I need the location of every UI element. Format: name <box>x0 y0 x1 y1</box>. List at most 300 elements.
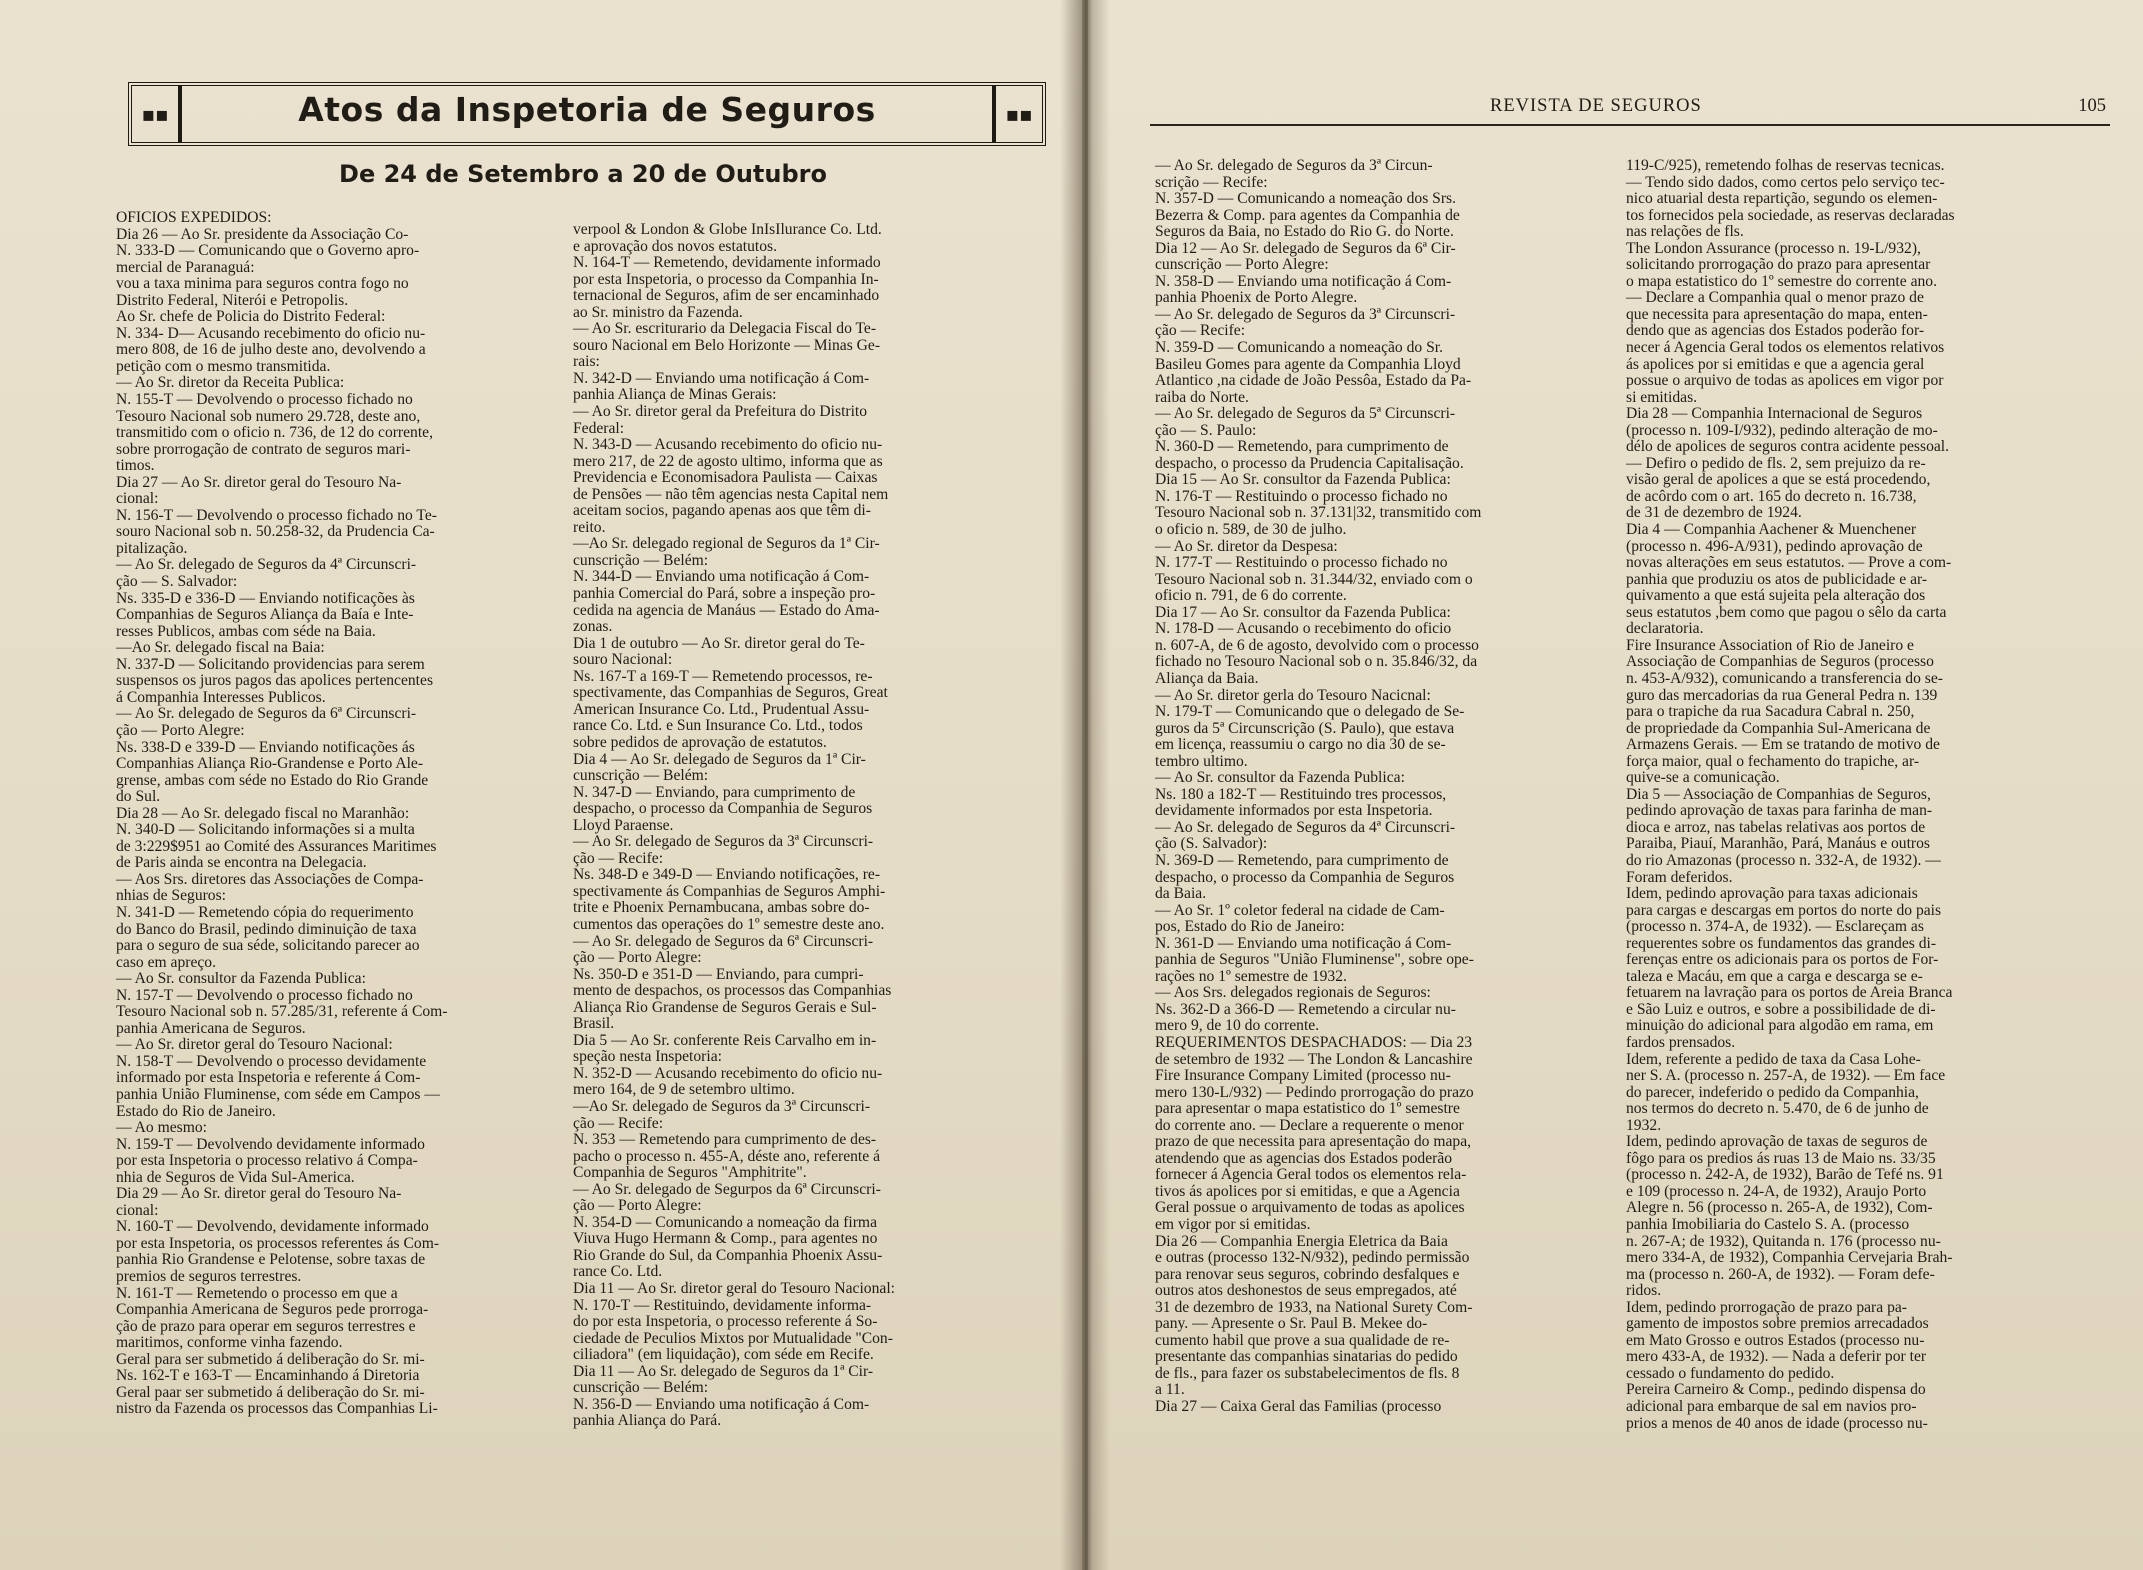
text-line: scrição — Recife: <box>1155 173 1268 191</box>
text-line: 1932. <box>1626 1116 1662 1134</box>
text-line: Companhias de Seguros Aliança da Baía e Inte- <box>116 606 414 624</box>
text-line: sobre prorrogação de contrato de seguros mari- <box>116 440 411 458</box>
text-line: Dia 17 — Ao Sr. consultor da Fazenda Publica: <box>1155 603 1451 621</box>
text-line: o oficio n. 589, de 30 de julho. <box>1155 521 1347 539</box>
text-line: Tesouro Nacional sob n. 57.285/31, referente á Com- <box>116 1003 448 1021</box>
text-line: Dia 4 — Ao Sr. delegado de Seguros da 1ª Cir- <box>573 750 866 768</box>
text-line: Dia 27 — Ao Sr. diretor geral do Tesouro Na- <box>116 473 402 491</box>
text-line: suspensos os juros pagos das apolices pertencentes <box>116 672 434 690</box>
text-line: Companhia de Seguros "Amphitrite". <box>573 1164 807 1182</box>
text-line: cional: <box>116 490 159 508</box>
text-line: Companhia Americana de Seguros pede prorroga- <box>116 1301 429 1319</box>
text-line: rações no 1º semestre de 1932. <box>1155 967 1347 985</box>
text-line: cional: <box>116 1201 159 1219</box>
text-line: fôgo para os predios ás ruas 13 de Maio ns. 33/35 <box>1626 1149 1936 1167</box>
text-line: N. 333-D — Comunicando que o Governo apro- <box>116 242 420 260</box>
text-line: que necessita para apresentação do mapa, enten- <box>1626 305 1928 323</box>
text-line: N. 359-D — Comunicando a nomeação do Sr. <box>1155 339 1443 357</box>
text-line: tos fornecidos pela sociedade, as reservas declaradas <box>1626 206 1955 224</box>
text-line: panhia Comercial do Pará, sobre a inspeção pro- <box>573 585 876 603</box>
text-line: Ns. 362-D a 366-D — Remetendo a circular nu- <box>1155 1000 1456 1018</box>
text-line: N. 347-D — Enviando, para cumprimento de <box>573 783 856 801</box>
text-line: por esta Inspetoria, os processos referentes ás Com- <box>116 1234 440 1252</box>
text-line: American Insurance Co. Ltd., Prudentual Assu- <box>573 700 870 718</box>
text-line: e outras (processo 132-N/932), pedindo permissão <box>1155 1249 1470 1267</box>
text-line: despacho, o processo da Companhia de Seguros <box>573 800 873 818</box>
text-line: prios a menos de 40 anos de idade (processo nu- <box>1626 1414 1928 1432</box>
text-line: ção — Porto Alegre: <box>573 1197 702 1215</box>
text-line: Dia 11 — Ao Sr. delegado de Seguros da 1ª Cir- <box>573 1362 874 1380</box>
text-line: para cargas e descargas em portos do norte do pais <box>1626 901 1942 919</box>
text-line: — Ao Sr. diretor da Despesa: <box>1155 537 1338 555</box>
text-line: Dia 12 — Ao Sr. delegado de Seguros da 6ª Cir- <box>1155 239 1456 257</box>
text-line: — Ao Sr. delegado de Seguros da 3ª Circun- <box>1155 157 1433 174</box>
text-line: N. 170-T — Restituindo, devidamente informa- <box>573 1296 872 1314</box>
text-line: N. 179-T — Comunicando que o delegado de Se- <box>1155 703 1465 721</box>
text-line: Ns. 180 a 182-T — Restituindo tres processos, <box>1155 785 1447 803</box>
text-line: do parecer, indeferido o pedido da Companhia, <box>1626 1083 1919 1101</box>
text-line: Fire Insurance Association of Rio de Janeiro e <box>1626 636 1914 654</box>
text-line: panhia Aliança do Pará. <box>573 1412 722 1430</box>
text-line: nas relações de fls. <box>1626 223 1744 241</box>
text-line: guros da 5ª Circunscrição (S. Paulo), que estava <box>1155 719 1455 737</box>
text-line: — Ao Sr. delegado de Segurpos da 6ª Circunscri- <box>573 1180 881 1198</box>
text-line: Pereira Carneiro & Comp., pedindo dispensa do <box>1626 1381 1926 1399</box>
text-line: para o trapiche da rua Sacadura Cabral n. 250, <box>1626 703 1915 721</box>
text-line: cedida na agencia de Manáus — Estado do Ama- <box>573 601 880 619</box>
text-line: Alegre n. 56 (processo n. 265-A, de 1932), Com- <box>1626 1199 1933 1217</box>
text-line: transmitido com o oficio n. 736, de 12 do corrente, <box>116 424 433 442</box>
text-line: Estado do Rio de Janeiro. <box>116 1102 276 1120</box>
text-line: mero 808, de 16 de julho deste ano, devolvendo a <box>116 341 426 359</box>
section-header-box <box>128 82 1046 146</box>
text-line: N. 160-T — Devolvendo, devidamente informado <box>116 1218 429 1236</box>
text-line: — Ao Sr. consultor da Fazenda Publica: <box>1155 769 1405 787</box>
text-line: por esta Inspetoria o processo relativo á Compa- <box>116 1152 418 1170</box>
text-line: panhia Americana de Seguros. <box>116 1019 306 1037</box>
text-line: reito. <box>573 518 606 536</box>
text-line: — Ao Sr. 1º coletor federal na cidade de Cam- <box>1155 901 1445 919</box>
text-line: do corrente ano. — Declare a requerente o menor <box>1155 1116 1464 1134</box>
text-line: N. 164-T — Remetendo, devidamente informado <box>573 254 881 272</box>
text-line: verpool & London & Globe InIsIlurance Co. Ltd. <box>573 221 882 238</box>
text-line: em vigor por si emitidas. <box>1155 1216 1311 1233</box>
text-line: Dia 1 de outubro — Ao Sr. diretor geral do Te- <box>573 634 865 652</box>
text-line: N. 343-D — Acusando recebimento do oficio nu- <box>573 436 883 454</box>
text-line: do por esta Inspetoria, o processo referente á So- <box>573 1313 878 1331</box>
text-line: fetuarem na lavração para os portos de Areia Branca <box>1626 984 1953 1002</box>
text-line: nistro da Fazenda os processos das Companhias Li- <box>116 1400 438 1418</box>
text-line: — Ao Sr. consultor da Fazenda Publica: <box>116 970 366 988</box>
text-line: ternacional de Seguros, afim de ser encaminhado <box>573 287 880 305</box>
text-line: N. 155-T — Devolvendo o processo fichado no <box>116 391 413 409</box>
text-line: sobre pedidos de aprovação de estatutos. <box>573 733 827 751</box>
text-line: Idem, pedindo aprovação para taxas adicionais <box>1626 885 1918 903</box>
text-line: Dia 15 — Ao Sr. consultor da Fazenda Publica: <box>1155 471 1451 489</box>
text-line: caso em apreço. <box>116 953 217 971</box>
text-line: o mapa estatistico do 1º semestre do corrente ano. <box>1626 272 1937 290</box>
text-line: ciedade de Peculios Mixtos por Mutualidade "Con- <box>573 1329 893 1347</box>
header-marker-right: ▪▪ <box>992 86 1042 142</box>
text-line: prazo de que necessita para apresentação do mapa, <box>1155 1133 1472 1151</box>
left-page-column-2 <box>573 222 1019 1430</box>
text-line: — Ao Sr. delegado de Seguros da 4ª Circunscri- <box>116 556 417 574</box>
text-line: pedindo aprovação de taxas para farinha de man- <box>1626 802 1933 820</box>
text-line: Dia 28 — Ao Sr. delegado fiscal no Maranhão: <box>116 804 410 822</box>
text-line: ner S. A. (processo n. 257-A, de 1932). — Em face <box>1626 1067 1946 1085</box>
text-line: n. 453-A/932), comunicando a transferencia do se- <box>1626 669 1943 687</box>
text-line: — Ao Sr. delegado de Seguros da 3ª Circunscri- <box>1155 305 1456 323</box>
right-page-column-1 <box>1155 158 1591 1416</box>
page-number: 105 <box>2078 96 2106 116</box>
text-line: da Baia. <box>1155 885 1207 903</box>
text-line: N. 158-T — Devolvendo o processo devidamente <box>116 1052 427 1070</box>
text-line: Ns. 162-T e 163-T — Encaminhando á Diretoria <box>116 1367 420 1385</box>
text-line: —Ao Sr. delegado de Seguros da 3ª Circunscri- <box>573 1097 871 1115</box>
text-line: fichado no Tesouro Nacional sob o n. 35.846/32, da <box>1155 653 1478 671</box>
text-line: ridos. <box>1626 1282 1662 1300</box>
text-line: mero 9, de 10 do corrente. <box>1155 1017 1320 1035</box>
text-line: Tesouro Nacional sob n. 37.131|32, transmitido com <box>1155 504 1482 522</box>
journal-title: REVISTA DE SEGUROS <box>1490 96 1702 116</box>
text-line: — Defiro o pedido de fls. 2, sem prejuizo da re- <box>1626 454 1926 472</box>
text-line: n. 607-A, de 6 de agosto, devolvido com o processo <box>1155 636 1479 654</box>
text-line: nhia de Seguros de Vida Sul-America. <box>116 1168 355 1186</box>
text-line: nico atuarial desta repartição, segundo os elemen- <box>1626 190 1938 208</box>
text-line: despacho, o processo da Prudencia Capitalisação. <box>1155 454 1464 472</box>
text-line: adicional para embarque de sal em navios pro- <box>1626 1398 1917 1416</box>
text-line: Federal: <box>573 419 625 437</box>
text-line: Paraiba, Piauí, Maranhão, Pará, Manáus e outros <box>1626 835 1930 853</box>
text-line: Ns. 338-D e 339-D — Enviando notificações ás <box>116 738 415 756</box>
text-line: N. 157-T — Devolvendo o processo fichado no <box>116 986 413 1004</box>
text-line: N. 360-D — Remetendo, para cumprimento de <box>1155 438 1449 456</box>
text-line: Tesouro Nacional sob n. 31.344/32, enviado com o <box>1155 570 1473 588</box>
text-line: Associação de Companhias de Seguros (processo <box>1626 653 1934 671</box>
text-line: N. 156-T — Devolvendo o processo fichado no Te- <box>116 506 437 524</box>
text-line: ção — Porto Alegre: <box>116 721 245 739</box>
text-line: Dia 5 — Associação de Companhias de Seguros, <box>1626 785 1931 803</box>
text-line: N. 357-D — Comunicando a nomeação dos Srs. <box>1155 190 1456 208</box>
text-line: cunscrição — Porto Alegre: <box>1155 256 1329 274</box>
text-line: petição com o mesmo transmitida. <box>116 357 331 375</box>
book-gutter <box>1060 0 1110 1570</box>
text-line: de propriedade da Companhia Sul-Americana de <box>1626 719 1931 737</box>
text-line: Rio Grande do Sul, da Companhia Phoenix Assu- <box>573 1246 883 1264</box>
text-line: novas alterações em seus estatutos. — Prove a com- <box>1626 554 1952 572</box>
text-line: Dia 11 — Ao Sr. diretor geral do Tesouro Nacional: <box>573 1280 895 1297</box>
text-line: panhia de Seguros "União Fluminense", sobre ope- <box>1155 951 1474 969</box>
text-line: panhia Aliança de Minas Gerais: <box>573 386 777 404</box>
text-line: Foram deferidos. <box>1626 868 1733 886</box>
text-line: rance Co. Ltd. e Sun Insurance Co. Ltd., todos <box>573 717 863 735</box>
text-line: Geral para ser submetido á deliberação do Sr. mi- <box>116 1350 425 1368</box>
text-line: Dia 5 — Ao Sr. conferente Reis Carvalho em in- <box>573 1031 877 1049</box>
text-line: Ns. 335-D e 336-D — Enviando notificações às <box>116 589 415 607</box>
text-line: força maior, qual o fechamento do trapiche, ar- <box>1626 752 1920 770</box>
text-line: necer á Agencia Geral todos os elementos relativos <box>1626 339 1945 357</box>
section-title: Atos da Inspetoria de Seguros <box>298 90 876 129</box>
text-line: (processo n. 109-I/932), pedindo alteração de mo- <box>1626 421 1938 439</box>
text-line: cunscrição — Belém: <box>573 767 709 785</box>
text-line: possue o arquivo de todas as apolices em vigor por <box>1626 372 1944 390</box>
text-line: Aliança Rio Grandense de Seguros Gerais e Sul- <box>573 998 877 1016</box>
text-line: cumento habil que prove a sua qualidade de re- <box>1155 1331 1450 1349</box>
text-line: (processo n. 242-A, de 1932), Barão de Tefé ns. 91 <box>1626 1166 1944 1184</box>
text-line: speção nesta Inspetoria: <box>573 1048 722 1066</box>
text-line: — Ao Sr. delegado de Seguros da 5ª Circunscri- <box>1155 405 1456 423</box>
text-line: — Ao Sr. diretor geral do Tesouro Nacional: <box>116 1036 393 1054</box>
text-line: N. 354-D — Comunicando a nomeação da firma <box>573 1213 877 1231</box>
text-line: nos termos do decreto n. 5.470, de 6 de junho de <box>1626 1100 1929 1118</box>
text-line: Geral possue o arquivamento de todas as apolices <box>1155 1199 1465 1217</box>
text-line: trite e Phoenix Pernambucana, ambas sobre do- <box>573 899 870 917</box>
text-line: devidamente informados por esta Inspetoria. <box>1155 802 1433 820</box>
text-line: — Aos Srs. diretores das Associações de Compa- <box>116 870 424 888</box>
text-line: e São Luiz e outros, e sobre a possibilidade de di- <box>1626 1000 1936 1018</box>
text-line: panhia Rio Grandense e Pelotense, sobre taxas de <box>116 1251 426 1269</box>
text-line: seus estatutos ,bem como que pagou o sêlo da carta <box>1626 603 1947 621</box>
text-line: spectivamente ás Companhias de Seguros Amphi- <box>573 882 886 900</box>
text-line: Dia 28 — Companhia Internacional de Seguros <box>1626 405 1923 423</box>
text-line: Brasil. <box>573 1015 615 1033</box>
text-line: (processo n. 374-A, de 1932). — Esclareçam as <box>1626 918 1924 936</box>
text-line: Tesouro Nacional sob numero 29.728, deste ano, <box>116 407 421 425</box>
text-line: por esta Inspetoria, o processo da Companhia In- <box>573 270 879 288</box>
text-line: ás apolices por si emitidas e que a agencia geral <box>1626 355 1925 373</box>
date-range-subtitle: De 24 de Setembro a 20 de Outubro <box>339 160 827 188</box>
text-line: — Ao Sr. delegado de Seguros da 4ª Circunscri- <box>1155 818 1456 836</box>
text-line: quivamento a que está sujeita pela alteração dos <box>1626 587 1926 605</box>
text-line: 31 de dezembro de 1933, na National Surety Com- <box>1155 1298 1473 1316</box>
text-line: Distrito Federal, Niterói e Petropolis. <box>116 291 349 309</box>
text-line: ção — S. Paulo: <box>1155 421 1257 439</box>
text-line: Seguros da Baia, no Estado do Rio G. do Norte. <box>1155 223 1454 241</box>
text-line: N. 369-D — Remetendo, para cumprimento de <box>1155 851 1449 869</box>
text-line: fornecer á Agencia Geral todos os elementos rela- <box>1155 1166 1467 1184</box>
text-line: N. 159-T — Devolvendo devidamente informado <box>116 1135 425 1153</box>
text-line: Ao Sr. chefe de Policia do Distrito Federal: <box>116 308 386 326</box>
text-line: nhias de Seguros: <box>116 887 227 905</box>
text-line: ção — Porto Alegre: <box>573 949 702 967</box>
text-line: requerentes sobre os fundamentos das grandes di- <box>1626 934 1937 952</box>
text-line: panhia que produziu os atos de publicidade e ar- <box>1626 570 1928 588</box>
text-line: em licença, reassumiu o cargo no dia 30 de se- <box>1155 736 1446 754</box>
text-line: panhia Phoenix de Porto Alegre. <box>1155 289 1358 307</box>
text-line: de Pensões — não têm agencias nesta Capital nem <box>573 485 889 503</box>
text-line: rais: <box>573 353 600 371</box>
text-line: — Ao Sr. delegado de Seguros da 6ª Circunscri- <box>573 932 874 950</box>
text-line: mero 164, de 9 de setembro ultimo. <box>573 1081 795 1099</box>
text-line: — Ao mesmo: <box>116 1119 207 1137</box>
text-line: minuição do adicional para algodão em rama, em <box>1626 1017 1934 1035</box>
text-line: mercial de Paranaguá: <box>116 258 255 276</box>
text-line: N. 352-D — Acusando recebimento do oficio nu- <box>573 1064 883 1082</box>
text-line: N. 177-T — Restituindo o processo fichado no <box>1155 554 1448 572</box>
text-line: N. 361-D — Enviando uma notificação á Com- <box>1155 934 1452 952</box>
text-line: souro Nacional: <box>573 651 673 669</box>
text-line: ção (S. Salvador): <box>1155 835 1268 853</box>
text-line: (processo n. 496-A/931), pedindo aprovação de <box>1626 537 1923 555</box>
text-line: mero 334-A, de 1932), Companhia Cervejaria Brah- <box>1626 1249 1953 1267</box>
text-line: —Ao Sr. delegado fiscal na Baia: <box>116 639 325 657</box>
text-line: N. 337-D — Solicitando providencias para serem <box>116 655 425 673</box>
text-line: pitalização. <box>116 539 188 557</box>
text-line: Geral paar ser submetido á deliberação do Sr. mi- <box>116 1383 425 1401</box>
left-page-column-1 <box>116 210 562 1418</box>
text-line: zonas. <box>573 618 613 636</box>
text-line: para apresentar o mapa estatistico do 1º semestre <box>1155 1100 1460 1118</box>
text-line: souro Nacional sob n. 50.258-32, da Prudencia Ca- <box>116 523 435 541</box>
text-line: declaratoria. <box>1626 620 1704 638</box>
text-line: N. 344-D — Enviando uma notificação á Com- <box>573 568 870 586</box>
text-line: de acôrdo com o art. 165 do decreto n. 16.738, <box>1626 487 1917 505</box>
text-line: de 31 de dezembro de 1924. <box>1626 504 1802 522</box>
text-line: n. 267-A; de 1932), Quitanda n. 176 (processo nu- <box>1626 1232 1941 1250</box>
text-line: cunscrição — Belém: <box>573 1379 709 1397</box>
text-line: de 3:229$951 ao Comité des Assurances Maritimes <box>116 837 437 855</box>
text-line: — Ao Sr. delegado de Seguros da 3ª Circunscri- <box>573 833 874 851</box>
text-line: Armazens Gerais. — Em se tratando de motivo de <box>1626 736 1940 754</box>
text-line: raiba do Norte. <box>1155 388 1249 406</box>
text-line: si emitidas. <box>1626 388 1698 406</box>
header-marker-left: ▪▪ <box>132 86 182 142</box>
text-line: N. 178-D — Acusando o recebimento do oficio <box>1155 620 1452 638</box>
text-line: solicitando prorrogação do prazo para apresentar <box>1626 256 1931 274</box>
text-line: Bezerra & Comp. para agentes da Companhia de <box>1155 206 1460 224</box>
text-line: ção de prazo para operar em seguros terrestres e <box>116 1317 416 1335</box>
text-line: vou a taxa minima para seguros contra fogo no <box>116 275 409 293</box>
text-line: do Sul. <box>116 788 161 806</box>
text-line: N. 340-D — Solicitando informações si a multa <box>116 821 415 839</box>
text-line: N. 356-D — Enviando uma notificação á Com- <box>573 1395 870 1413</box>
text-line: — Ao Sr. diretor da Receita Publica: <box>116 374 345 392</box>
text-line: Atlantico ,na cidade de João Pessôa, Estado da Pa- <box>1155 372 1472 390</box>
text-line: ção — Recife: <box>1155 322 1246 340</box>
text-line: N. 353 — Remetendo para cumprimento de des- <box>573 1131 877 1149</box>
text-line: e aprovação dos novos estatutos. <box>573 237 777 255</box>
text-line: Dia 26 — Ao Sr. presidente da Associação Co- <box>116 225 409 243</box>
text-line: de setembro de 1932 — The London & Lancashire <box>1155 1050 1473 1068</box>
text-line: ma (processo n. 260-A, de 1932). — Foram defe- <box>1626 1265 1935 1283</box>
text-line: OFICIOS EXPEDIDOS: <box>116 209 272 226</box>
text-line: N. 161-T — Remetendo o processo em que a <box>116 1284 398 1302</box>
text-line: pacho o processo n. 455-A, déste ano, referente á <box>573 1147 880 1165</box>
text-line: — Tendo sido dados, como certos pelo serviço tec- <box>1626 173 1945 191</box>
text-line: — Ao Sr. diretor gerla do Tesouro Nacicnal: <box>1155 686 1431 704</box>
text-line: aceitam socios, pagando apenas aos que têm di- <box>573 502 871 520</box>
text-line: Dia 27 — Caixa Geral das Familias (processo <box>1155 1398 1442 1416</box>
text-line: tivos ás apolices por si emitidas, e que a Agencia <box>1155 1182 1460 1200</box>
text-line: REQUERIMENTOS DESPACHADOS: — Dia 23 <box>1155 1033 1473 1051</box>
text-line: dendo que as agencias dos Estados poderão for- <box>1626 322 1925 340</box>
running-head <box>1150 94 2110 126</box>
text-line: —Ao Sr. delegado regional de Seguros da 1ª Cir- <box>573 535 880 553</box>
text-line: outros atos deshonestos de seus empregados, até <box>1155 1282 1457 1300</box>
text-line: ferenças entre os adicionais para os portos de For- <box>1626 951 1939 969</box>
text-line: mero 217, de 22 de agosto ultimo, informa que as <box>573 452 883 470</box>
text-line: dioca e arroz, nas tabelas relativas aos portos de <box>1626 818 1926 836</box>
text-line: N. 342-D — Enviando uma notificação á Com- <box>573 369 870 387</box>
text-line: pany. — Apresente o Sr. Paul B. Mekee do- <box>1155 1315 1428 1333</box>
text-line: atendendo que as agencias dos Estados poderão <box>1155 1149 1453 1167</box>
text-line: Basileu Gomes para agente da Companhia Lloyd <box>1155 355 1461 373</box>
text-line: — Declare a Companhia qual o menor prazo de <box>1626 289 1924 307</box>
text-line: despacho, o processo da Companhia de Seguros <box>1155 868 1455 886</box>
text-line: mero 433-A, de 1932). — Nada a deferir por ter <box>1626 1348 1927 1366</box>
text-line: em Mato Grosso e outros Estados (processo nu- <box>1626 1331 1925 1349</box>
text-line: cunscrição — Belém: <box>573 551 709 569</box>
text-line: Ns. 348-D e 349-D — Enviando notificações, re- <box>573 866 881 884</box>
text-line: Idem, pedindo aprovação de taxas de seguros de <box>1626 1133 1928 1151</box>
text-line: premios de seguros terrestres. <box>116 1268 302 1285</box>
text-line: visão geral de apolices a que se está procedendo, <box>1626 471 1931 489</box>
text-line: á Companhia Interesses Publicos. <box>116 688 326 706</box>
text-line: a 11. <box>1155 1381 1185 1399</box>
text-line: do rio Amazonas (processo n. 332-A, de 1932). — <box>1626 851 1941 869</box>
text-line: Lloyd Paraense. <box>573 816 674 834</box>
text-line: fardos prensados. <box>1626 1033 1736 1051</box>
text-line: N. 358-D — Enviando uma notificação á Com- <box>1155 272 1452 290</box>
text-line: taleza e Macáu, em que a carga e descarga se e- <box>1626 967 1923 985</box>
text-line: Dia 29 — Ao Sr. diretor geral do Tesouro Na- <box>116 1185 402 1203</box>
text-line: de fls., para fazer os substabelecimentos de fls. 8 <box>1155 1364 1460 1382</box>
text-line: 119-C/925), remetendo folhas de reservas tecnicas. <box>1626 157 1945 174</box>
text-line: Idem, pedindo prorrogação de prazo para pa- <box>1626 1298 1907 1316</box>
text-line: Dia 4 — Companhia Aachener & Muenchener <box>1626 521 1917 539</box>
text-line: — Ao Sr. delegado de Seguros da 6ª Circunscri- <box>116 705 417 723</box>
text-line: de Paris ainda se encontra na Delegacia. <box>116 854 367 872</box>
text-line: gamento de impostos sobre premios arrecadados <box>1626 1315 1929 1333</box>
text-line: ciliadora" (em liquidação), com séde em Recife. <box>573 1346 874 1364</box>
text-line: ção — Recife: <box>573 849 664 867</box>
text-line: Ns. 167-T a 169-T — Remetendo processos, re- <box>573 667 873 685</box>
text-line: — Aos Srs. delegados regionais de Seguros: <box>1155 984 1431 1002</box>
text-line: tembro ultimo. <box>1155 752 1248 770</box>
text-line: délo de apolices de seguros contra acidente pessoal. <box>1626 438 1950 456</box>
text-line: mento de despachos, os processos das Companhias <box>573 982 892 1000</box>
text-line: pos, Estado do Rio de Janeiro: <box>1155 918 1345 936</box>
text-line: N. 341-D — Remetendo cópia do requerimento <box>116 903 414 921</box>
text-line: Previdencia e Economisadora Paulista — Caixas <box>573 469 878 487</box>
text-line: ao Sr. ministro da Fazenda. <box>573 303 743 321</box>
text-line: Ns. 350-D e 351-D — Enviando, para cumpri- <box>573 965 864 983</box>
text-line: Idem, referente a pedido de taxa da Casa Lohe- <box>1626 1050 1921 1068</box>
text-line: cessado o fundamento do pedido. <box>1626 1364 1835 1382</box>
text-line: spectivamente, das Companhias de Seguros, Great <box>573 684 888 702</box>
text-line: cumentos das operações do 1º semestre deste ano. <box>573 915 885 933</box>
text-line: panhia União Fluminense, com séde em Campos — <box>116 1085 440 1103</box>
text-line: Companhias Aliança Rio-Grandense e Porto Ale- <box>116 755 424 773</box>
text-line: grense, ambas com séde no Estado do Rio Grande <box>116 771 429 789</box>
text-line: quive-se a comunicação. <box>1626 769 1780 787</box>
text-line: Aliança da Baia. <box>1155 669 1259 687</box>
text-line: Fire Insurance Company Limited (processo nu- <box>1155 1067 1451 1085</box>
text-line: rance Co. Ltd. <box>573 1263 663 1281</box>
text-line: Viuva Hugo Hermann & Comp., para agentes no <box>573 1230 878 1248</box>
text-line: The London Assurance (processo n. 19-L/932), <box>1626 239 1921 257</box>
text-line: para renovar seus seguros, cobrindo desfalques e <box>1155 1265 1460 1283</box>
text-line: maritimos, conforme vinha fazendo. <box>116 1334 343 1352</box>
text-line: Dia 26 — Companhia Energia Eletrica da Baia <box>1155 1232 1448 1250</box>
text-line: panhia Imobiliaria do Castelo S. A. (processo <box>1626 1216 1910 1233</box>
text-line: — Ao Sr. escriturario da Delegacia Fiscal do Te- <box>573 320 877 338</box>
text-line: — Ao Sr. diretor geral da Prefeitura do Distrito <box>573 403 868 421</box>
text-line: informado por esta Inspetoria e referente á Com- <box>116 1069 421 1087</box>
right-page-column-2 <box>1626 158 2072 1432</box>
text-line: presentante das companhias sinatarias do pedido <box>1155 1348 1458 1366</box>
text-line: ção — S. Salvador: <box>116 573 238 591</box>
